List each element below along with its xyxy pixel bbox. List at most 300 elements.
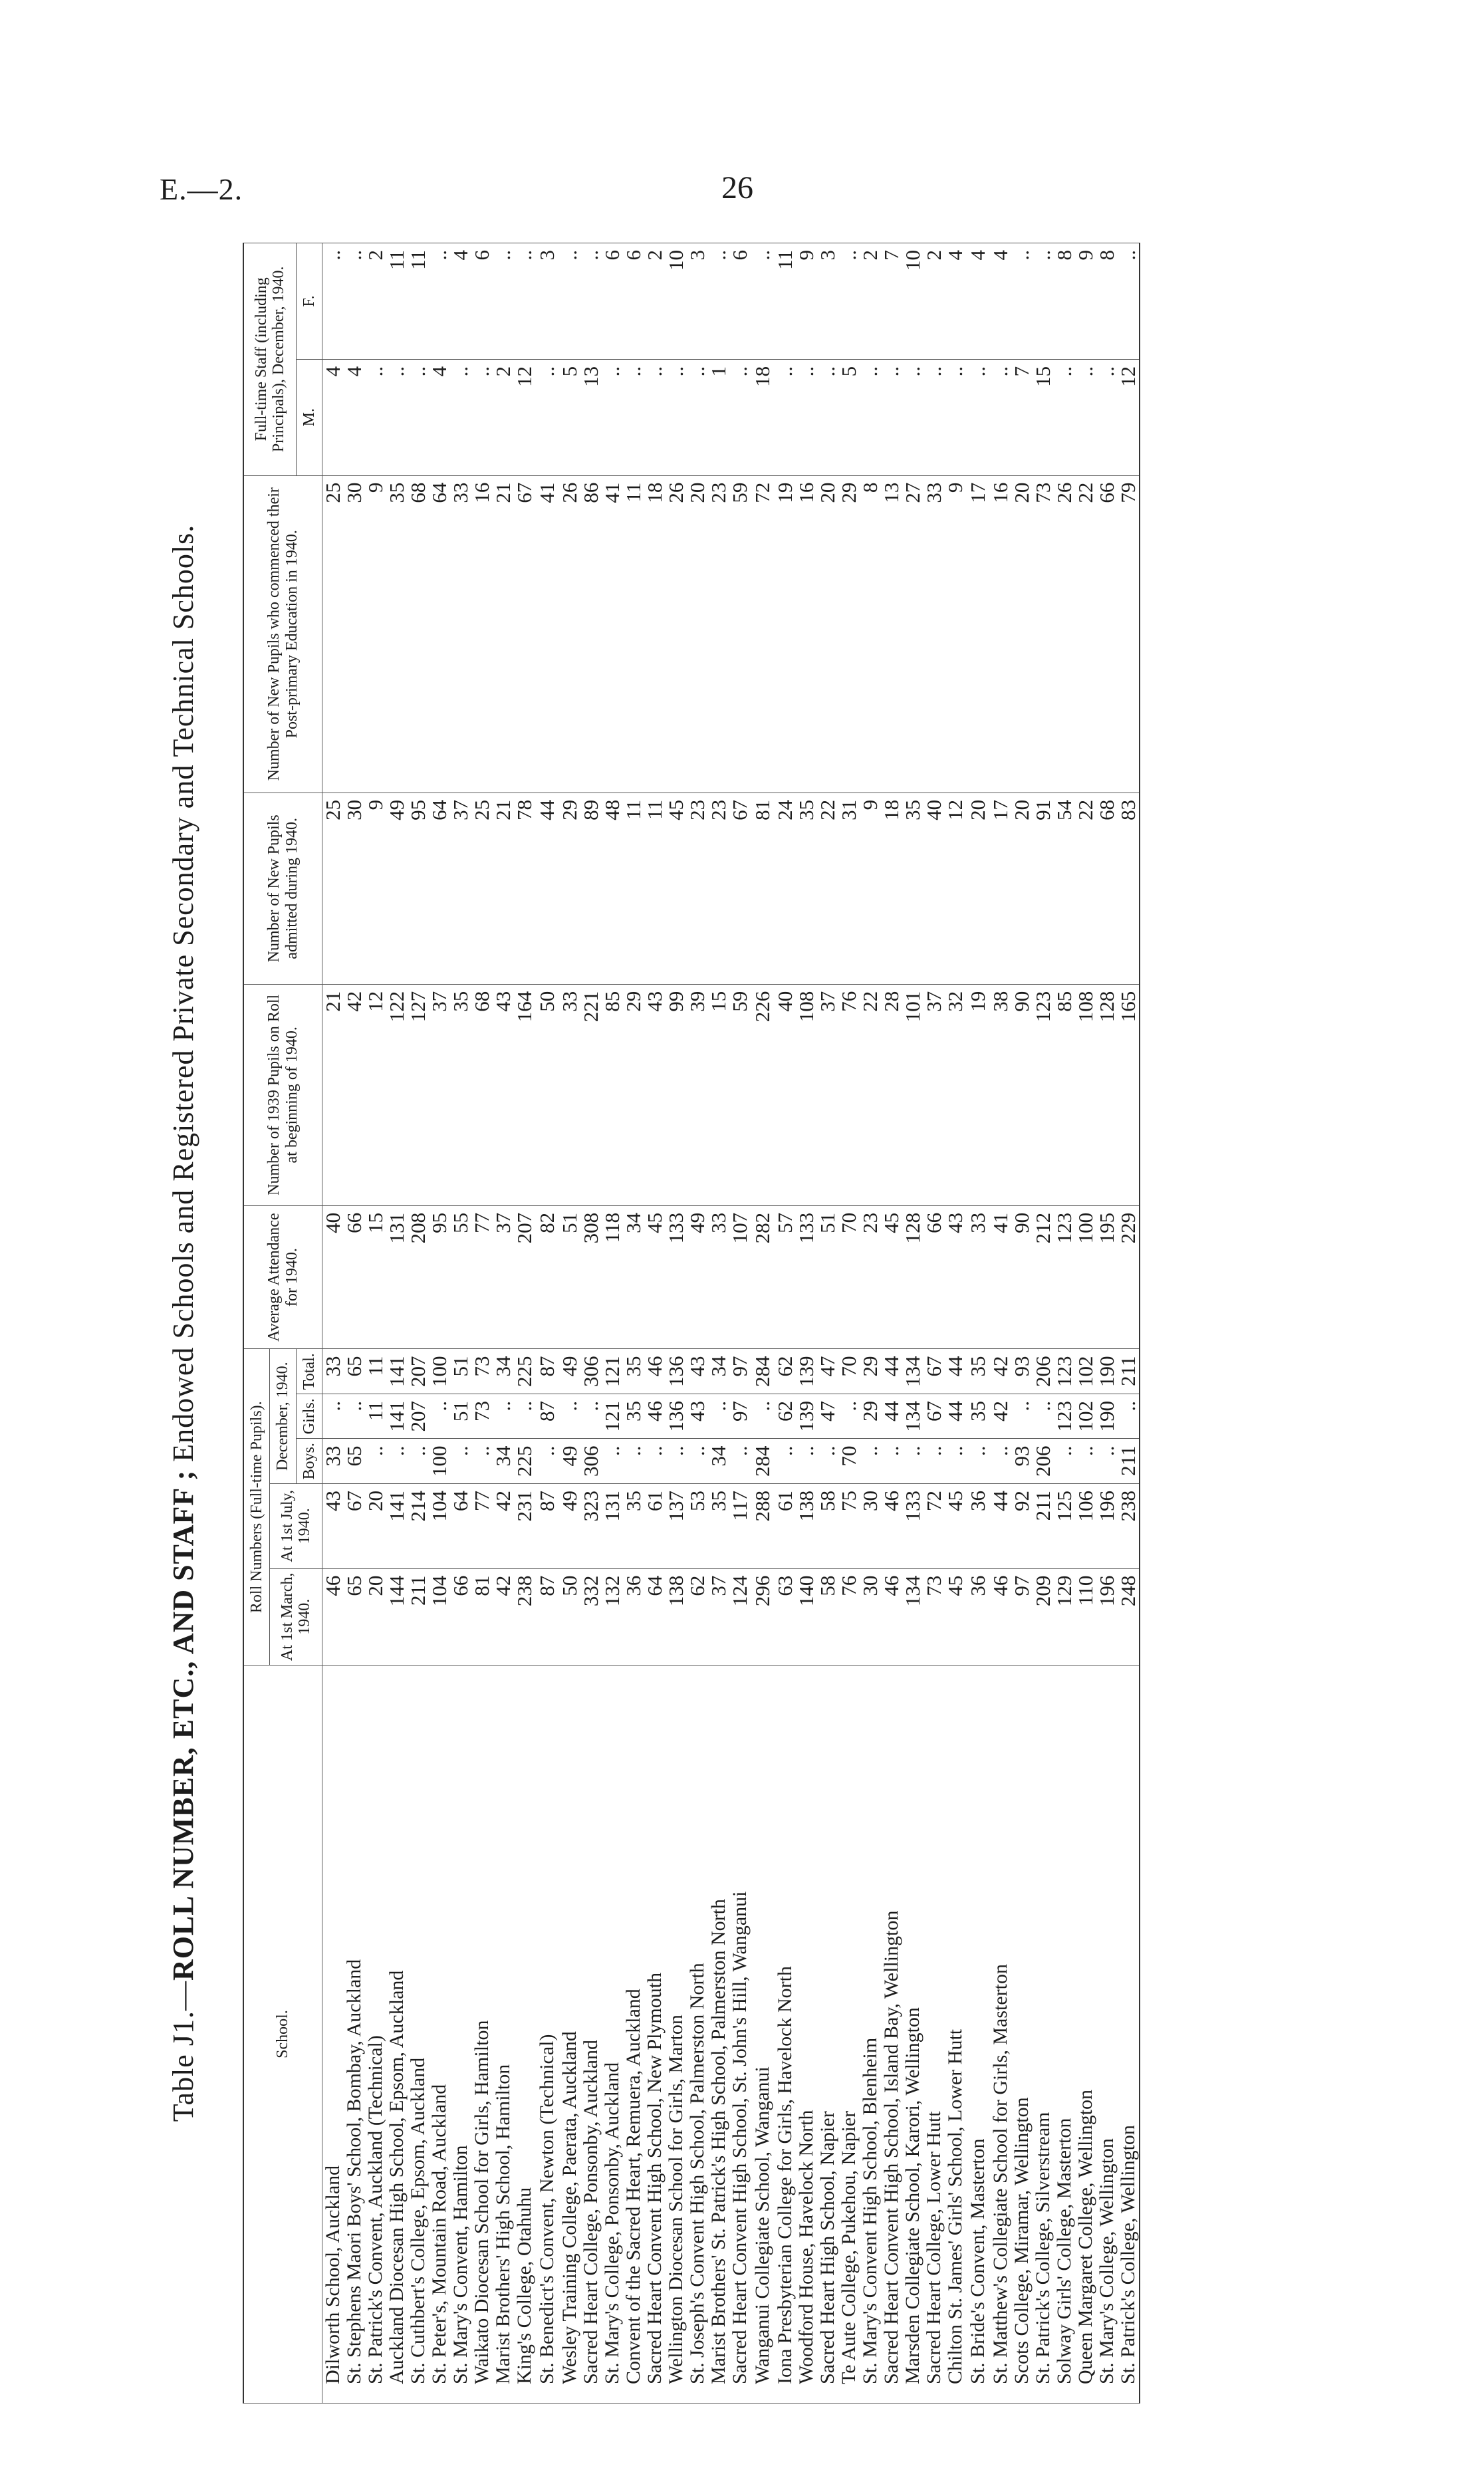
cell-admitted: 22 xyxy=(817,793,838,984)
cell-avg: 15 xyxy=(365,1205,386,1349)
cell-total: 134 xyxy=(902,1349,924,1394)
col-staff-f: F. xyxy=(296,243,322,360)
cell-boys: .. xyxy=(945,1439,966,1484)
cell-girls: 190 xyxy=(1096,1394,1118,1439)
cell-f: 2 xyxy=(644,243,666,360)
cell-july: 131 xyxy=(602,1483,623,1568)
cell-total: 284 xyxy=(751,1349,775,1394)
cell-march: 62 xyxy=(687,1568,708,1665)
school-name: Sacred Heart Convent High School, New Plymouth xyxy=(644,1665,666,2404)
cell-r1939: 50 xyxy=(535,984,559,1205)
school-name: St. Patrick's College, Silverstream xyxy=(1033,1665,1054,2404)
table-row xyxy=(471,243,493,2404)
cell-newpp: 30 xyxy=(344,475,365,793)
cell-boys: .. xyxy=(666,1439,687,1484)
cell-march: 140 xyxy=(796,1568,817,1665)
cell-avg: 43 xyxy=(945,1205,966,1349)
cell-avg: 212 xyxy=(1033,1205,1054,1349)
cell-girls: 35 xyxy=(966,1394,990,1439)
cell-newpp: 26 xyxy=(559,475,580,793)
cell-avg: 57 xyxy=(775,1205,796,1349)
cell-f: .. xyxy=(322,243,344,360)
cell-avg: 33 xyxy=(708,1205,729,1349)
cell-admitted: 20 xyxy=(966,793,990,984)
cell-total: 206 xyxy=(1033,1349,1054,1394)
cell-avg: 77 xyxy=(471,1205,493,1349)
cell-march: 63 xyxy=(775,1568,796,1665)
cell-admitted: 40 xyxy=(924,793,945,984)
cell-girls: 42 xyxy=(990,1394,1011,1439)
cell-total: 34 xyxy=(708,1349,729,1394)
cell-july: 138 xyxy=(796,1483,817,1568)
cell-admitted: 31 xyxy=(838,793,860,984)
cell-avg: 82 xyxy=(535,1205,559,1349)
cell-r1939: 21 xyxy=(322,984,344,1205)
cell-total: 35 xyxy=(623,1349,644,1394)
table-row xyxy=(623,243,644,2404)
school-name: Marist Brothers' St. Patrick's High School, Palmerston North xyxy=(708,1665,729,2404)
school-name: St. Bride's Convent, Masterton xyxy=(966,1665,990,2404)
cell-avg: 45 xyxy=(644,1205,666,1349)
cell-admitted: 37 xyxy=(450,793,471,984)
cell-m: 4 xyxy=(322,359,344,475)
cell-total: 97 xyxy=(729,1349,751,1394)
cell-r1939: 15 xyxy=(708,984,729,1205)
cell-girls: .. xyxy=(751,1394,775,1439)
cell-boys: 49 xyxy=(559,1439,580,1484)
school-name: Marist Brothers' High School, Hamilton xyxy=(493,1665,514,2404)
cell-boys: .. xyxy=(602,1439,623,1484)
school-name: Waikato Diocesan School for Girls, Hamilton xyxy=(471,1665,493,2404)
cell-avg: 133 xyxy=(796,1205,817,1349)
cell-boys: .. xyxy=(990,1439,1011,1484)
cell-admitted: 12 xyxy=(945,793,966,984)
cell-newpp: 13 xyxy=(881,475,902,793)
cell-total: 43 xyxy=(687,1349,708,1394)
cell-july: 46 xyxy=(881,1483,902,1568)
table-row xyxy=(796,243,817,2404)
table-row xyxy=(602,243,623,2404)
cell-r1939: 19 xyxy=(966,984,990,1205)
cell-m: 12 xyxy=(1118,359,1140,475)
cell-boys: 34 xyxy=(493,1439,514,1484)
cell-march: 97 xyxy=(1011,1568,1033,1665)
cell-total: 87 xyxy=(535,1349,559,1394)
cell-july: 104 xyxy=(429,1483,450,1568)
cell-march: 238 xyxy=(514,1568,535,1665)
page-number: 26 xyxy=(721,170,753,205)
cell-july: 106 xyxy=(1075,1483,1096,1568)
cell-admitted: 25 xyxy=(471,793,493,984)
cell-m: .. xyxy=(990,359,1011,475)
table-row xyxy=(1075,243,1096,2404)
school-name: Woodford House, Havelock North xyxy=(796,1665,817,2404)
cell-total: 44 xyxy=(945,1349,966,1394)
table-row xyxy=(1118,243,1140,2404)
cell-total: 44 xyxy=(881,1349,902,1394)
cell-july: 53 xyxy=(687,1483,708,1568)
table-row xyxy=(365,243,386,2404)
cell-r1939: 32 xyxy=(945,984,966,1205)
cell-r1939: 37 xyxy=(429,984,450,1205)
cell-avg: 107 xyxy=(729,1205,751,1349)
cell-boys: .. xyxy=(817,1439,838,1484)
cell-boys: .. xyxy=(1096,1439,1118,1484)
school-name: St. Mary's College, Ponsonby, Auckland xyxy=(602,1665,623,2404)
cell-total: 65 xyxy=(344,1349,365,1394)
cell-avg: 95 xyxy=(429,1205,450,1349)
cell-newpp: 9 xyxy=(365,475,386,793)
cell-f: .. xyxy=(514,243,535,360)
cell-m: .. xyxy=(1075,359,1096,475)
cell-m: 13 xyxy=(580,359,602,475)
cell-total: 51 xyxy=(450,1349,471,1394)
cell-july: 30 xyxy=(860,1483,881,1568)
school-name: Sacred Heart High School, Napier xyxy=(817,1665,838,2404)
cell-newpp: 86 xyxy=(580,475,602,793)
cell-f: 4 xyxy=(990,243,1011,360)
cell-boys: 34 xyxy=(708,1439,729,1484)
table-row xyxy=(838,243,860,2404)
school-name: Sacred Heart Convent High School, St. John's Hill, Wanganui xyxy=(729,1665,751,2404)
table-row xyxy=(945,243,966,2404)
cell-m: .. xyxy=(775,359,796,475)
cell-july: 211 xyxy=(1033,1483,1054,1568)
school-name: St. Joseph's Convent High School, Palmerston North xyxy=(687,1665,708,2404)
cell-avg: 131 xyxy=(386,1205,408,1349)
col-total: Total. xyxy=(296,1349,322,1394)
cell-boys: .. xyxy=(386,1439,408,1484)
cell-boys: .. xyxy=(623,1439,644,1484)
cell-girls: 134 xyxy=(902,1394,924,1439)
cell-m: 15 xyxy=(1033,359,1054,475)
cell-avg: 66 xyxy=(344,1205,365,1349)
cell-newpp: 26 xyxy=(1054,475,1075,793)
school-name: St. Peter's, Mountain Road, Auckland xyxy=(429,1665,450,2404)
cell-f: 2 xyxy=(924,243,945,360)
cell-newpp: 73 xyxy=(1033,475,1054,793)
table-row xyxy=(644,243,666,2404)
cell-boys: .. xyxy=(450,1439,471,1484)
cell-girls: 51 xyxy=(450,1394,471,1439)
cell-admitted: 67 xyxy=(729,793,751,984)
cell-girls: .. xyxy=(580,1394,602,1439)
cell-boys: .. xyxy=(535,1439,559,1484)
cell-f: 4 xyxy=(945,243,966,360)
cell-march: 209 xyxy=(1033,1568,1054,1665)
cell-newpp: 79 xyxy=(1118,475,1140,793)
school-name: Te Aute College, Pukehou, Napier xyxy=(838,1665,860,2404)
cell-newpp: 68 xyxy=(408,475,429,793)
cell-avg: 40 xyxy=(322,1205,344,1349)
table-row xyxy=(966,243,990,2404)
cell-admitted: 95 xyxy=(408,793,429,984)
table-row xyxy=(535,243,559,2404)
cell-m: .. xyxy=(817,359,838,475)
cell-total: 29 xyxy=(860,1349,881,1394)
cell-newpp: 41 xyxy=(535,475,559,793)
cell-m: .. xyxy=(408,359,429,475)
cell-m: .. xyxy=(729,359,751,475)
cell-f: .. xyxy=(429,243,450,360)
cell-newpp: 16 xyxy=(990,475,1011,793)
cell-girls: .. xyxy=(322,1394,344,1439)
cell-newpp: 72 xyxy=(751,475,775,793)
cell-total: 35 xyxy=(966,1349,990,1394)
cell-avg: 66 xyxy=(924,1205,945,1349)
cell-march: 248 xyxy=(1118,1568,1140,1665)
cell-march: 87 xyxy=(535,1568,559,1665)
col-march: At 1st March, 1940. xyxy=(270,1568,322,1665)
cell-avg: 123 xyxy=(1054,1205,1075,1349)
cell-f: 8 xyxy=(1096,243,1118,360)
cell-total: 123 xyxy=(1054,1349,1075,1394)
cell-girls: .. xyxy=(429,1394,450,1439)
cell-total: 34 xyxy=(493,1349,514,1394)
col-december: December, 1940. xyxy=(270,1349,296,1484)
cell-avg: 34 xyxy=(623,1205,644,1349)
cell-march: 73 xyxy=(924,1568,945,1665)
cell-july: 35 xyxy=(623,1483,644,1568)
table-row xyxy=(1033,243,1054,2404)
cell-boys: 306 xyxy=(580,1439,602,1484)
cell-boys: 225 xyxy=(514,1439,535,1484)
cell-avg: 308 xyxy=(580,1205,602,1349)
cell-girls: .. xyxy=(493,1394,514,1439)
cell-march: 124 xyxy=(729,1568,751,1665)
table-body xyxy=(322,243,1140,2404)
cell-admitted: 35 xyxy=(796,793,817,984)
cell-avg: 195 xyxy=(1096,1205,1118,1349)
cell-avg: 229 xyxy=(1118,1205,1140,1349)
col-school: School. xyxy=(243,1665,322,2404)
cell-m: .. xyxy=(623,359,644,475)
page-reference: E.—2. xyxy=(160,172,243,206)
cell-avg: 133 xyxy=(666,1205,687,1349)
cell-boys: .. xyxy=(471,1439,493,1484)
cell-newpp: 11 xyxy=(623,475,644,793)
cell-boys: 211 xyxy=(1118,1439,1140,1484)
cell-newpp: 64 xyxy=(429,475,450,793)
col-new-admitted: Number of New Pupils admitted during 1940. xyxy=(243,793,322,984)
cell-f: 6 xyxy=(602,243,623,360)
cell-girls: 67 xyxy=(924,1394,945,1439)
rotated-table-region xyxy=(166,243,1449,2404)
cell-girls: 43 xyxy=(687,1394,708,1439)
cell-r1939: 40 xyxy=(775,984,796,1205)
cell-f: .. xyxy=(1011,243,1033,360)
cell-total: 70 xyxy=(838,1349,860,1394)
cell-f: 2 xyxy=(860,243,881,360)
school-name: Solway Girls' College, Masterton xyxy=(1054,1665,1075,2404)
cell-boys: .. xyxy=(902,1439,924,1484)
table-title xyxy=(166,243,213,2404)
cell-newpp: 66 xyxy=(1096,475,1118,793)
cell-r1939: 35 xyxy=(450,984,471,1205)
school-name: Marsden Collegiate School, Karori, Wellington xyxy=(902,1665,924,2404)
cell-f: 3 xyxy=(535,243,559,360)
table-row xyxy=(344,243,365,2404)
cell-girls: 121 xyxy=(602,1394,623,1439)
cell-july: 141 xyxy=(386,1483,408,1568)
cell-r1939: 164 xyxy=(514,984,535,1205)
col-roll-numbers: Roll Numbers (Full-time Pupils). xyxy=(243,1349,270,1665)
cell-girls: 207 xyxy=(408,1394,429,1439)
cell-girls: .. xyxy=(1011,1394,1033,1439)
cell-march: 129 xyxy=(1054,1568,1075,1665)
cell-march: 45 xyxy=(945,1568,966,1665)
cell-total: 306 xyxy=(580,1349,602,1394)
cell-r1939: 99 xyxy=(666,984,687,1205)
cell-r1939: 39 xyxy=(687,984,708,1205)
cell-march: 132 xyxy=(602,1568,623,1665)
cell-avg: 90 xyxy=(1011,1205,1033,1349)
cell-july: 61 xyxy=(775,1483,796,1568)
cell-march: 144 xyxy=(386,1568,408,1665)
cell-f: 6 xyxy=(471,243,493,360)
cell-r1939: 226 xyxy=(751,984,775,1205)
table-row xyxy=(666,243,687,2404)
cell-total: 11 xyxy=(365,1349,386,1394)
cell-boys: .. xyxy=(408,1439,429,1484)
cell-boys: 206 xyxy=(1033,1439,1054,1484)
cell-july: 125 xyxy=(1054,1483,1075,1568)
cell-f: 6 xyxy=(623,243,644,360)
cell-admitted: 48 xyxy=(602,793,623,984)
cell-avg: 51 xyxy=(817,1205,838,1349)
cell-girls: 29 xyxy=(860,1394,881,1439)
cell-r1939: 29 xyxy=(623,984,644,1205)
cell-admitted: 18 xyxy=(881,793,902,984)
cell-july: 137 xyxy=(666,1483,687,1568)
cell-girls: 136 xyxy=(666,1394,687,1439)
cell-f: 10 xyxy=(666,243,687,360)
school-name: St. Matthew's Collegiate School for Girls, Masterton xyxy=(990,1665,1011,2404)
school-name: St. Stephens Maori Boys' School, Bombay, Auckland xyxy=(344,1665,365,2404)
cell-newpp: 9 xyxy=(945,475,966,793)
cell-f: 11 xyxy=(408,243,429,360)
school-name: Iona Presbyterian College for Girls, Havelock North xyxy=(775,1665,796,2404)
cell-newpp: 35 xyxy=(386,475,408,793)
cell-r1939: 165 xyxy=(1118,984,1140,1205)
cell-july: 64 xyxy=(450,1483,471,1568)
cell-march: 42 xyxy=(493,1568,514,1665)
table-row xyxy=(860,243,881,2404)
cell-july: 117 xyxy=(729,1483,751,1568)
cell-r1939: 127 xyxy=(408,984,429,1205)
cell-avg: 282 xyxy=(751,1205,775,1349)
cell-r1939: 85 xyxy=(1054,984,1075,1205)
cell-m: .. xyxy=(687,359,708,475)
cell-total: 141 xyxy=(386,1349,408,1394)
cell-admitted: 49 xyxy=(386,793,408,984)
cell-admitted: 23 xyxy=(708,793,729,984)
cell-march: 110 xyxy=(1075,1568,1096,1665)
cell-f: .. xyxy=(493,243,514,360)
cell-boys: .. xyxy=(1075,1439,1096,1484)
cell-march: 36 xyxy=(623,1568,644,1665)
cell-f: 11 xyxy=(386,243,408,360)
school-name: St. Mary's Convent, Hamilton xyxy=(450,1665,471,2404)
cell-march: 76 xyxy=(838,1568,860,1665)
cell-total: 67 xyxy=(924,1349,945,1394)
cell-boys: .. xyxy=(881,1439,902,1484)
table-row xyxy=(990,243,1011,2404)
cell-girls: .. xyxy=(559,1394,580,1439)
table-row xyxy=(322,243,344,2404)
col-new-post-primary: Number of New Pupils who commenced their Post-primary Education in 1940. xyxy=(243,475,322,793)
col-boys: Boys. xyxy=(296,1439,322,1484)
cell-admitted: 78 xyxy=(514,793,535,984)
cell-july: 196 xyxy=(1096,1483,1118,1568)
table-row xyxy=(881,243,902,2404)
cell-july: 288 xyxy=(751,1483,775,1568)
cell-july: 36 xyxy=(966,1483,990,1568)
cell-march: 332 xyxy=(580,1568,602,1665)
cell-girls: 44 xyxy=(945,1394,966,1439)
cell-f: .. xyxy=(838,243,860,360)
cell-admitted: 45 xyxy=(666,793,687,984)
cell-f: 7 xyxy=(881,243,902,360)
school-name: Convent of the Sacred Heart, Remuera, Auckland xyxy=(623,1665,644,2404)
cell-july: 67 xyxy=(344,1483,365,1568)
cell-m: .. xyxy=(881,359,902,475)
cell-total: 49 xyxy=(559,1349,580,1394)
cell-m: .. xyxy=(666,359,687,475)
cell-boys: .. xyxy=(644,1439,666,1484)
cell-total: 47 xyxy=(817,1349,838,1394)
cell-f: 10 xyxy=(902,243,924,360)
cell-r1939: 33 xyxy=(559,984,580,1205)
cell-total: 190 xyxy=(1096,1349,1118,1394)
cell-avg: 55 xyxy=(450,1205,471,1349)
col-staff: Full-time Staff (including Principals), December, 1940. xyxy=(243,243,296,476)
school-name: Wanganui Collegiate School, Wanganui xyxy=(751,1665,775,2404)
cell-july: 43 xyxy=(322,1483,344,1568)
cell-admitted: 17 xyxy=(990,793,1011,984)
col-on-roll-1939: Number of 1939 Pupils on Roll at beginning of 1940. xyxy=(243,984,322,1205)
cell-avg: 100 xyxy=(1075,1205,1096,1349)
cell-m: .. xyxy=(860,359,881,475)
table-row xyxy=(450,243,471,2404)
cell-march: 296 xyxy=(751,1568,775,1665)
cell-r1939: 43 xyxy=(644,984,666,1205)
cell-newpp: 16 xyxy=(796,475,817,793)
title-prefix: Table J1.— xyxy=(167,1981,199,2122)
cell-m: .. xyxy=(602,359,623,475)
cell-total: 121 xyxy=(602,1349,623,1394)
cell-admitted: 25 xyxy=(322,793,344,984)
cell-avg: 33 xyxy=(966,1205,990,1349)
school-name: Chilton St. James' Girls' School, Lower Hutt xyxy=(945,1665,966,2404)
cell-march: 66 xyxy=(450,1568,471,1665)
cell-f: 9 xyxy=(796,243,817,360)
table-row xyxy=(924,243,945,2404)
cell-admitted: 22 xyxy=(1075,793,1096,984)
cell-r1939: 12 xyxy=(365,984,386,1205)
cell-july: 214 xyxy=(408,1483,429,1568)
cell-girls: 46 xyxy=(644,1394,666,1439)
cell-total: 46 xyxy=(644,1349,666,1394)
cell-m: .. xyxy=(386,359,408,475)
cell-boys: .. xyxy=(796,1439,817,1484)
cell-newpp: 20 xyxy=(1011,475,1033,793)
cell-f: .. xyxy=(344,243,365,360)
cell-girls: .. xyxy=(1033,1394,1054,1439)
cell-f: 4 xyxy=(966,243,990,360)
school-name: Sacred Heart College, Ponsonby, Auckland xyxy=(580,1665,602,2404)
cell-avg: 45 xyxy=(881,1205,902,1349)
